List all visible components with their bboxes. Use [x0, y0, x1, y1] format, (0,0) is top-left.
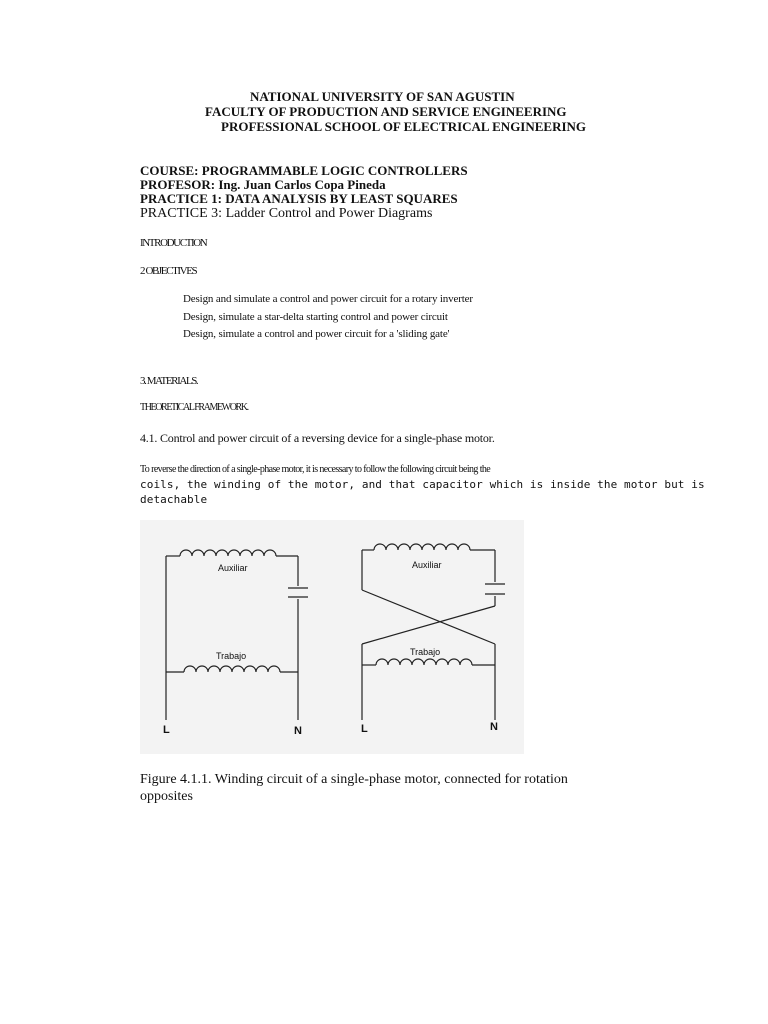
left-auxiliary-label: Auxiliar: [218, 563, 248, 573]
list-item: [161, 293, 521, 307]
working-coil: [184, 666, 280, 672]
faculty-name: FACULTY OF PRODUCTION AND SERVICE ENGINEERING: [205, 104, 567, 119]
paragraph-line: To reverse the direction of a single-phase motor, it is necessary to follow the following circuit being the: [140, 464, 491, 475]
practice-3-title: PRACTICE 3: Ladder Control and Power Diagrams: [140, 206, 433, 221]
auxiliary-coil: [374, 544, 470, 550]
right-auxiliary-label: Auxiliar: [412, 560, 442, 570]
left-neutral-label: N: [294, 725, 302, 737]
paragraph-line: coils, the winding of the motor, and that capacitor which is inside the motor but is: [140, 478, 705, 491]
list-item: [161, 345, 521, 359]
objective-text: Design, simulate a control and power circuit for a 'sliding gate': [183, 328, 450, 340]
winding-circuit-figure: [140, 520, 524, 754]
figure-caption-continued: opposites: [140, 789, 193, 804]
list-item: [161, 311, 521, 325]
working-coil: [376, 659, 472, 665]
university-name: NATIONAL UNIVERSITY OF SAN AGUSTIN: [250, 89, 515, 104]
auxiliary-coil: [180, 550, 276, 556]
left-working-label: Trabajo: [216, 651, 247, 661]
crossover-wire: [362, 590, 495, 644]
figure-caption: Figure 4.1.1. Winding circuit of a single-phase motor, connected for rotation: [140, 772, 568, 787]
right-circuit-diagram: [362, 544, 505, 720]
professor-name: PROFESOR: Ing. Juan Carlos Copa Pineda: [140, 177, 386, 192]
section-theoretical-framework: THEORETICAL FRAMEWORK.: [140, 402, 248, 413]
course-title: COURSE: PROGRAMMABLE LOGIC CONTROLLERS: [140, 163, 468, 178]
school-name: PROFESSIONAL SCHOOL OF ELECTRICAL ENGINEERING: [221, 119, 587, 134]
section-materials: 3. MATERIALS.: [140, 375, 198, 387]
objective-text: Design, simulate a star-delta starting control and power circuit: [183, 311, 448, 323]
paragraph-line: detachable: [140, 493, 208, 506]
right-neutral-label: N: [490, 721, 498, 733]
left-circuit-diagram: [166, 550, 308, 720]
section-objectives: 2 OBJECTIVES: [140, 265, 197, 277]
section-4-1-heading: 4.1. Control and power circuit of a reversing device for a single-phase motor.: [140, 431, 495, 445]
section-introduction: INTRODUCTION: [140, 237, 207, 249]
practice-1-title: PRACTICE 1: DATA ANALYSIS BY LEAST SQUARES: [140, 191, 458, 206]
right-line-label: L: [361, 723, 368, 735]
left-line-label: L: [163, 724, 170, 736]
crossover-wire: [362, 606, 495, 644]
objective-text: Design and simulate a control and power circuit for a rotary inverter: [183, 293, 473, 305]
list-item: [161, 328, 521, 342]
right-working-label: Trabajo: [410, 647, 441, 657]
